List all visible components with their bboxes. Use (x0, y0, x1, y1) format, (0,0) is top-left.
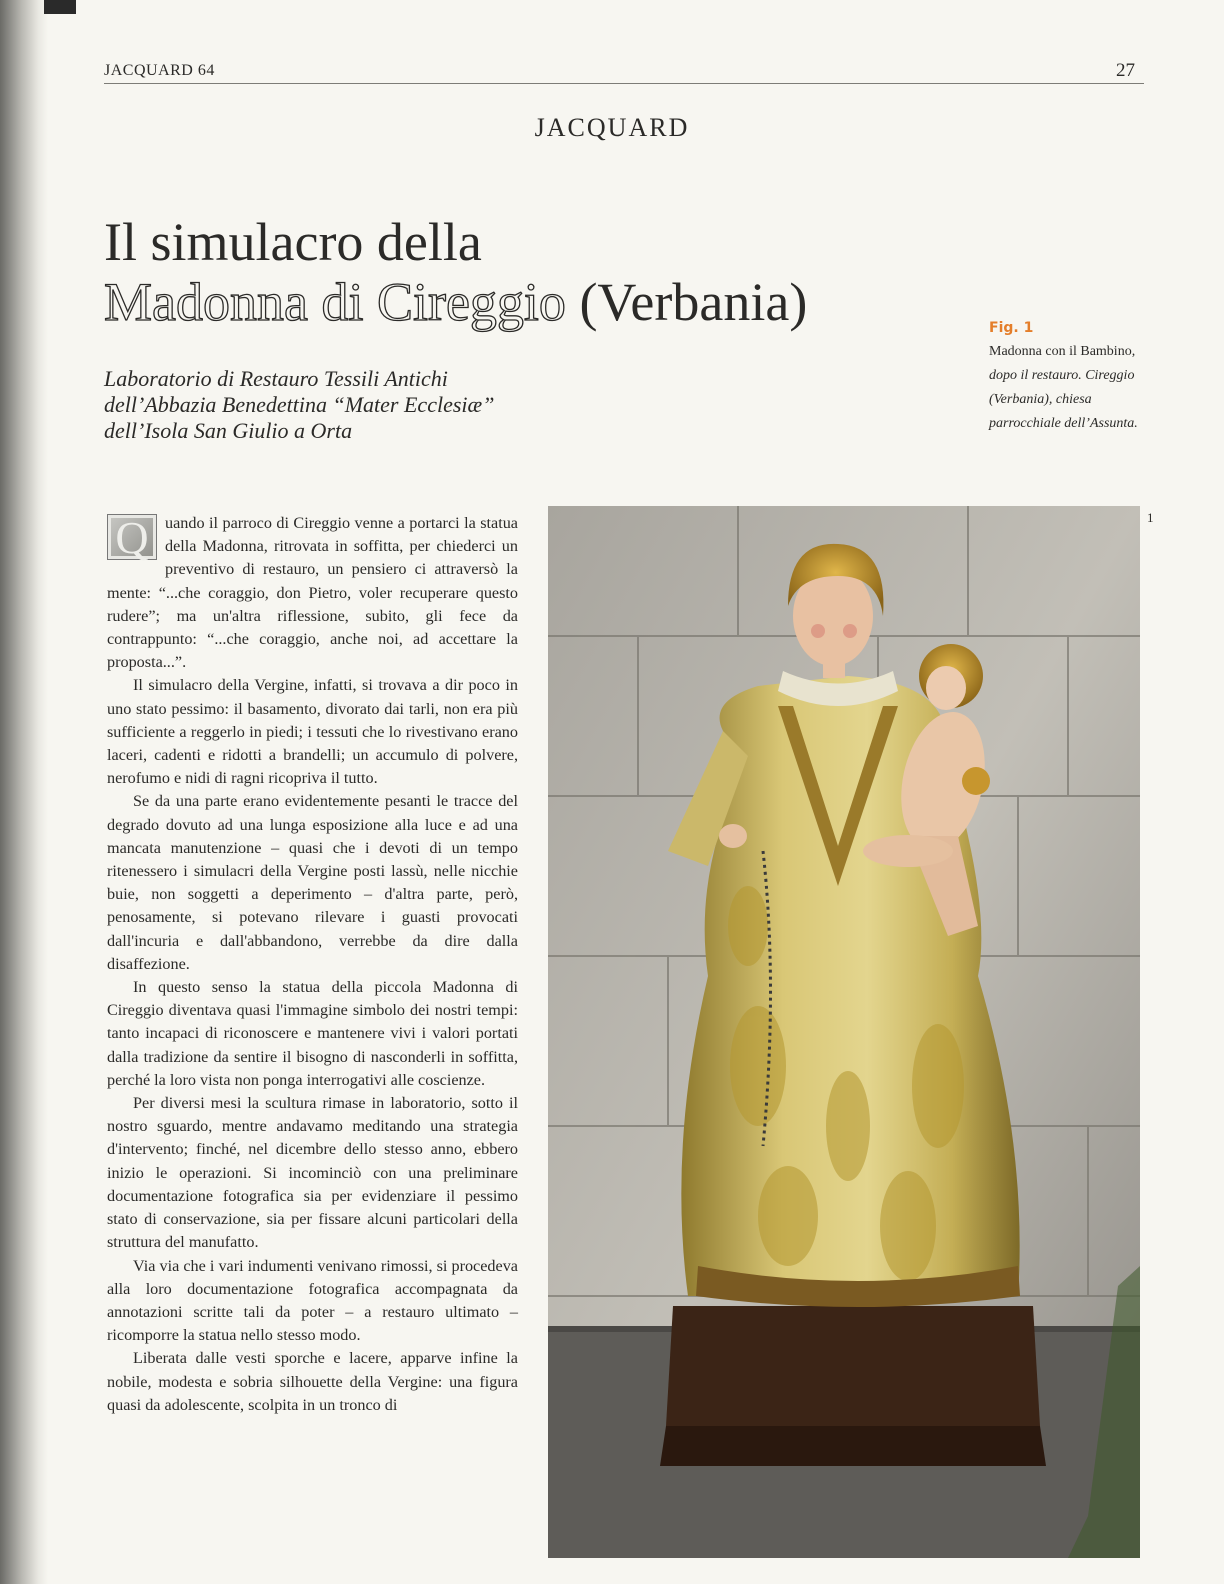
author-line-2: dell’Abbazia Benedettina “Mater Ecclesiæ” (104, 392, 495, 417)
paragraph-4: In questo senso la statua della piccola Madonna di Cireggio diventava quasi l'immagine simbolo dei nostri tempi: tanto incapaci di riconoscere e mantenere vivi i valori portati dalla tradizione da sentire il bisogno di nasconderli in soffitta, perché la loro vista non ponga interrogativi alle coscienze. (107, 978, 518, 1089)
page-number: 27 (1116, 60, 1135, 81)
paragraph-1: Q uando il parroco di Cireggio venne a portarci la statua della Madonna, ritrovata in soffitta, per chiederci un preventivo di restauro, un pensiero ci attraversò la mente: “...che coraggio, don Pietro, voler recuperare questo rudere”; ma un'altra riflessione, subito, gli fece da contrappunto: “...che coraggio, anche noi, ad accettare la proposta...”. (107, 512, 518, 672)
running-head: JACQUARD 64 (104, 62, 215, 79)
authors (104, 366, 494, 444)
header-rule (104, 83, 1144, 84)
title-plain-part: (Verbania) (565, 272, 808, 332)
paragraph-7: Liberata dalle vesti sporche e lacere, apparve infine la nobile, modesta e sobria silhouette della Vergine: una figura quasi da adolescente, scolpita in un tronco di (107, 1349, 518, 1414)
paragraph-3: Se da una parte erano evidentemente pesanti le tracce del degrado dovuto ad una lunga esposizione alla luce e ad una mancata manutenzione – quasi che i devoti di un tempo ritenessero i simulacri della Vergine posti lassù, nelle nicchie buie, non soggetti a deperimento – d'altra parte, però, penosamente, si potevano rilevare i guasti provocati dall'incuria e dall'abbandono, verrebbe da dire dalla disaffezione. (107, 792, 518, 973)
caption-italic: dopo il restauro. Cireggio (Verbania), chiesa parrocchiale dell’Assunta. (989, 368, 1138, 431)
section-label: JACQUARD (534, 113, 690, 142)
author-line-3: dell’Isola San Giulio a Orta (104, 418, 353, 443)
drop-cap: Q (107, 514, 157, 560)
title-line-1: Il simulacro della (104, 212, 482, 272)
article-title (104, 212, 807, 332)
paragraph-2: Il simulacro della Vergine, infatti, si trovava a dir poco in uno stato pessimo: il basamento, divorato dai tarli, non era più sufficiente a reggerlo in piedi; i tessuti che lo rivestivano erano laceri, cadenti e ridotti a brandelli; un accumulo di polvere, nerofumo e nidi di ragni ricopriva il tutto. (107, 676, 518, 788)
author-line-1: Laboratorio di Restauro Tessili Antichi (104, 366, 448, 391)
figure-caption (989, 316, 1139, 436)
paragraph-5: Per diversi mesi la scultura rimase in laboratorio, sotto il nostro sguardo, mentre andavamo meditando una strategia d'intervento; finché, nel dicembre dello stesso anno, ebbero inizio le operazioni. Si incominciò con una preliminare documentazione fotografica sia per evidenziare il pessimo stato di conservazione, sia per fissare alcuni particolari della struttura del manufatto. (107, 1094, 518, 1252)
figure-label: Fig. 1 (989, 320, 1034, 336)
book-spine-shadow (0, 0, 48, 1584)
article-body (107, 512, 518, 1417)
title-decorative-part: Madonna di Cireggio (104, 272, 566, 332)
caption-plain: Madonna con il Bambino, (989, 344, 1136, 359)
spine-mark (44, 0, 76, 14)
figure-photo (548, 506, 1140, 1558)
paragraph-6: Via via che i vari indumenti venivano rimossi, si procedeva alla loro documentazione fotografica accompagnata da annotazioni scritte tali da poter – a restauro ultimato – ricomporre la statua nello stesso modo. (107, 1256, 518, 1345)
madonna-statue-photo (548, 506, 1140, 1558)
figure-number: 1 (1147, 510, 1154, 525)
title-line-2 (104, 272, 807, 332)
